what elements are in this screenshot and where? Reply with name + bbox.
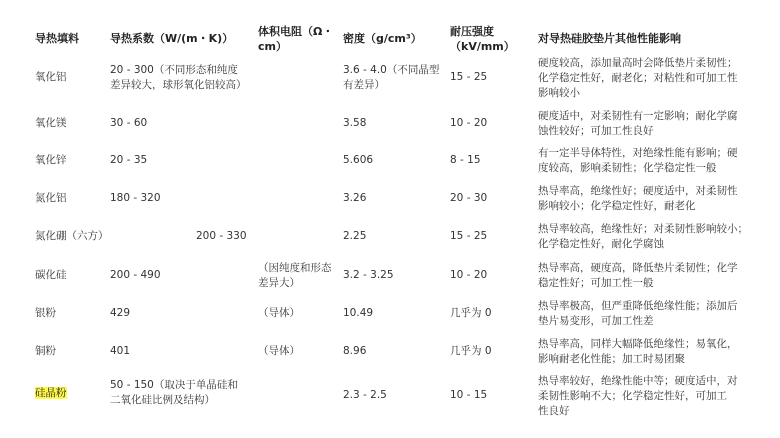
row-voltage: 8 - 15 [450, 154, 481, 166]
row-voltage: 几乎为 0 [450, 307, 492, 319]
row-effect-line2: 化学稳定性好，耐化学腐蚀 [538, 238, 664, 250]
header-voltage-line2: （kV/mm） [450, 40, 515, 53]
row-voltage: 10 - 20 [450, 269, 488, 281]
row-voltage: 几乎为 0 [450, 345, 492, 357]
row-conductivity: 200 - 330 [196, 230, 247, 242]
row-conductivity: 20 - 300（不同形态和纯度 [110, 64, 238, 76]
row-effect-line2: 稳定性好；可加工性一般 [538, 277, 654, 289]
row-effect-line3: 影响较小 [538, 87, 580, 99]
row-effect: 硬度较高，添加量高时会降低垫片柔韧性； [538, 57, 738, 69]
row-conductivity: 20 - 35 [110, 154, 148, 166]
row-effect-line2: 影响较小；化学稳定性好，耐老化 [538, 200, 696, 212]
row-filler: 氮化铝 [35, 192, 67, 204]
row-voltage: 10 - 20 [450, 117, 488, 129]
row-filler: 氧化镁 [35, 117, 67, 129]
row-resistivity: （导体） [258, 307, 300, 319]
row-conductivity: 200 - 490 [110, 269, 161, 281]
row-voltage: 15 - 25 [450, 71, 488, 83]
row-resistivity: （导体） [258, 345, 300, 357]
row-conductivity: 50 - 150（取决于单晶硅和 [110, 379, 238, 391]
row-filler: 铜粉 [35, 345, 56, 357]
header-resistivity-line1: 体积电阻（Ω・ [258, 25, 334, 38]
row-density: 2.3 - 2.5 [343, 389, 387, 401]
row-density: 5.606 [343, 154, 374, 166]
row-effect-line2: 蚀性较好；可加工性良好 [538, 125, 654, 137]
header-filler: 导热填料 [35, 32, 79, 45]
row-density: 3.58 [343, 117, 367, 129]
header-effect: 对导热硅胶垫片其他性能影响 [538, 32, 681, 45]
row-density: 8.96 [343, 345, 367, 357]
row-effect-line3: 性良好 [538, 405, 570, 417]
row-effect: 有一定半导体特性，对绝缘性能有影响；硬 [538, 147, 738, 159]
row-effect-line2: 化学稳定性好，耐老化；对粘性和可加工性 [538, 72, 738, 84]
row-voltage: 15 - 25 [450, 230, 488, 242]
row-conductivity-line2: 二氧化硅比例及结构） [110, 394, 215, 406]
row-filler: 氧化锌 [35, 154, 67, 166]
header-conductivity: 导热系数（W/(m・K)） [110, 32, 234, 45]
header-resistivity-line2: cm） [258, 40, 287, 53]
header-density: 密度（g/cm³） [343, 32, 422, 45]
row-voltage: 20 - 30 [450, 192, 488, 204]
row-effect: 热导率较高，绝缘性好；对柔韧性影响较小； [538, 223, 748, 235]
highlighted-filler-name: 硅晶粉 [35, 387, 67, 399]
row-density: 3.26 [343, 192, 367, 204]
row-filler: 银粉 [35, 307, 56, 319]
row-density: 3.6 - 4.0（不同晶型 [343, 64, 440, 76]
row-conductivity: 401 [110, 345, 131, 357]
row-conductivity: 429 [110, 307, 131, 319]
row-effect: 热导率极高，但严重降低绝缘性能；添加后 [538, 300, 738, 312]
row-density: 2.25 [343, 230, 367, 242]
row-effect: 热导率高，同样大幅降低绝缘性；易氧化， [538, 338, 738, 350]
row-effect: 热导率高，硬度高，降低垫片柔韧性；化学 [538, 262, 738, 274]
row-effect-line2: 度较高，影响柔韧性；化学稳定性一般 [538, 162, 717, 174]
row-effect: 硬度适中，对柔韧性有一定影响；耐化学腐 [538, 110, 738, 122]
row-voltage: 10 - 15 [450, 389, 488, 401]
row-effect-line2: 垫片易变形，可加工性差 [538, 315, 654, 327]
row-density: 3.2 - 3.25 [343, 269, 394, 281]
row-filler: 氮化硼（六方） [35, 230, 109, 242]
row-effect: 热导率较好，绝缘性能中等；硬度适中，对 [538, 375, 738, 387]
row-effect-line2: 影响耐老化性能；加工时易团聚 [538, 353, 685, 365]
row-resistivity-line2: 差异大） [258, 277, 300, 289]
row-effect: 热导率高，绝缘性好；硬度适中，对柔韧性 [538, 185, 738, 197]
row-filler [35, 386, 105, 401]
row-conductivity: 30 - 60 [110, 117, 148, 129]
row-resistivity: （因纯度和形态 [258, 262, 332, 274]
row-density-line2: 有差异） [343, 79, 385, 91]
row-filler: 氧化铝 [35, 71, 67, 83]
row-conductivity: 180 - 320 [110, 192, 161, 204]
row-effect-line2: 柔韧性影响不大；化学稳定性好，可加工 [538, 390, 727, 402]
row-filler: 碳化硅 [35, 269, 67, 281]
row-density: 10.49 [343, 307, 374, 319]
row-conductivity-line2: 差异较大，球形氧化铝较高） [110, 79, 247, 91]
header-voltage-line1: 耐压强度 [450, 25, 494, 38]
